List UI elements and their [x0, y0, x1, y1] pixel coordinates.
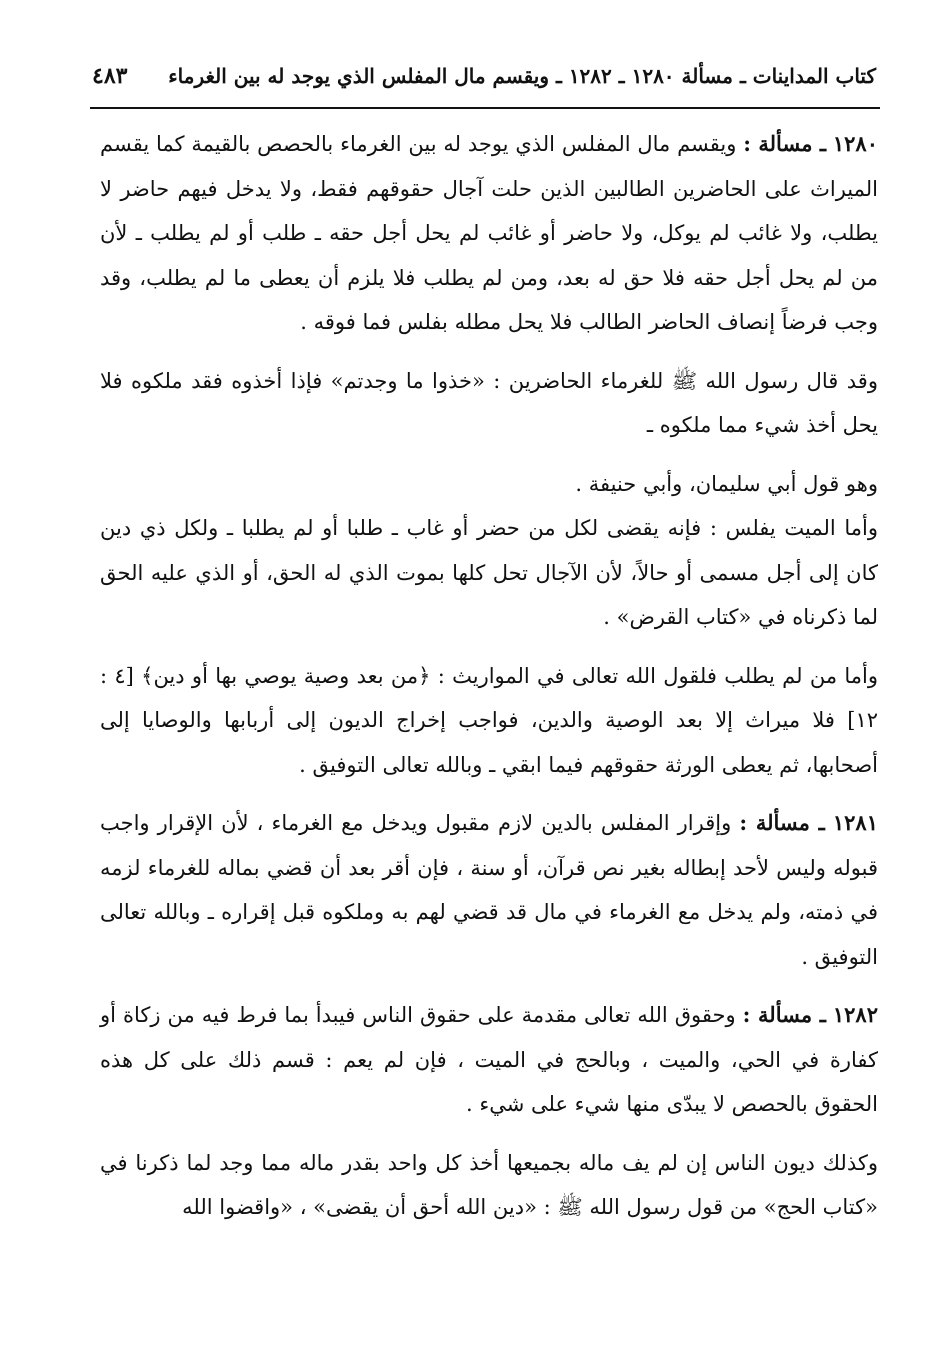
- paragraph-issue-1281: [100, 801, 878, 979]
- running-header: [92, 56, 876, 96]
- issue-number: ١٢٨٢: [832, 1002, 878, 1027]
- paragraph-inheritance: وأما من لم يطلب فلقول الله تعالى في المواريث : ﴿من بعد وصية يوصي بها أو دين﴾ [٤ : ١٢] فلا ميراث إلا بعد الوصية والدين، فواجب إخراج الديون إلى أربابها والوصايا إلى أصحابها، ثم يعطى الورثة حقوقهم فيما ابقي ـ وبالله تعالى التوفيق .: [100, 663, 878, 777]
- paragraph-debts: وكذلك ديون الناس إن لم يف ماله بجميعها أخذ كل واحد بقدر ماله مما وجد لما ذكرنا في «كتاب الحج» من قول رسول الله ﷺ : «دين الله أحق أن يقضى» ، «واقضوا الله: [100, 1150, 878, 1219]
- paragraph-gap: [100, 1127, 878, 1141]
- issue-label: ـ مسألة :: [742, 1002, 826, 1027]
- issue-label: ـ مسألة :: [743, 131, 827, 156]
- header-rule: [90, 107, 880, 109]
- paragraph-deceased: وأما الميت يفلس : فإنه يقضى لكل من حضر أو غاب ـ طلبا أو لم يطلبا ـ ولكل ذي دين كان إلى أجل مسمى أو حالاً، لأن الآجال تحل كلها بموت الذي له الحق، أو الذي عليه الحق لما ذكرناه في «كتاب القرض» .: [100, 516, 878, 629]
- paragraph-gap: [100, 640, 878, 654]
- issue-number: ١٢٨٠: [832, 131, 878, 156]
- issue-label: ـ مسألة :: [739, 810, 825, 835]
- issue-number: ١٢٨١: [832, 810, 878, 835]
- paragraph-gap: [100, 345, 878, 359]
- page-number: ٤٨٣: [92, 63, 128, 89]
- paragraph-opinion: وهو قول أبي سليمان، وأبي حنيفة .: [575, 471, 878, 496]
- paragraph-hadith-creditors: وقد قال رسول الله ﷺ للغرماء الحاضرين : «خذوا ما وجدتم» فإذا أخذوه فقد ملكوه فلا يحل أخذ شيء مما ملكوه ـ: [100, 368, 878, 437]
- paragraph-gap: [100, 979, 878, 993]
- running-title: كتاب المداينات ـ مسألة ١٢٨٠ ـ ١٢٨٢ ـ ويقسم مال المفلس الذي يوجد له بين الغرماء: [168, 64, 876, 88]
- paragraph-issue-1280: [100, 122, 878, 345]
- paragraph-text: ويقسم مال المفلس الذي يوجد له بين الغرماء بالحصص بالقيمة كما يقسم الميراث على الحاضرين الطالبين الذين حلت آجال حقوقهم فقط، ولا يدخل فيهم حاضر لا يطلب، ولا غائب لم يوكل، ولا حاضر أو غائب لم يحل أجل حقه ـ طلب أو لم يطلب ـ لأن من لم يحل أجل حقه فلا حق له بعد، ومن لم يطلب فلا يلزم أن يعطى ما لم يطلب، وقد وجب فرضاً إنصاف الحاضر الطالب فلا يحل مطله بفلس فما فوقه .: [100, 132, 878, 334]
- paragraph-gap: [100, 787, 878, 801]
- paragraph-gap: [100, 448, 878, 462]
- paragraph-issue-1282: [100, 993, 878, 1127]
- paragraph-text: وإقرار المفلس بالدين لازم مقبول ويدخل مع الغرماء ، لأن الإقرار واجب قبوله وليس لأحد إبطاله بغير نص قرآن، أو سنة ، فإن أقر بعد أن قضي بماله للغرماء لزمه في ذمته، ولم يدخل مع الغرماء في مال قد قضي لهم به وملكوه قبل إقراره ـ وبالله تعالى التوفيق .: [100, 811, 878, 969]
- paragraph-text: وحقوق الله تعالى مقدمة على حقوق الناس فيبدأ بما فرط فيه من زكاة أو كفارة في الحي، والميت ، وبالحج في الميت ، فإن لم يعم : قسم ذلك على كل هذه الحقوق بالحصص لا يبدّى منها شيء على شيء .: [100, 1003, 878, 1116]
- page-body: [100, 122, 878, 1230]
